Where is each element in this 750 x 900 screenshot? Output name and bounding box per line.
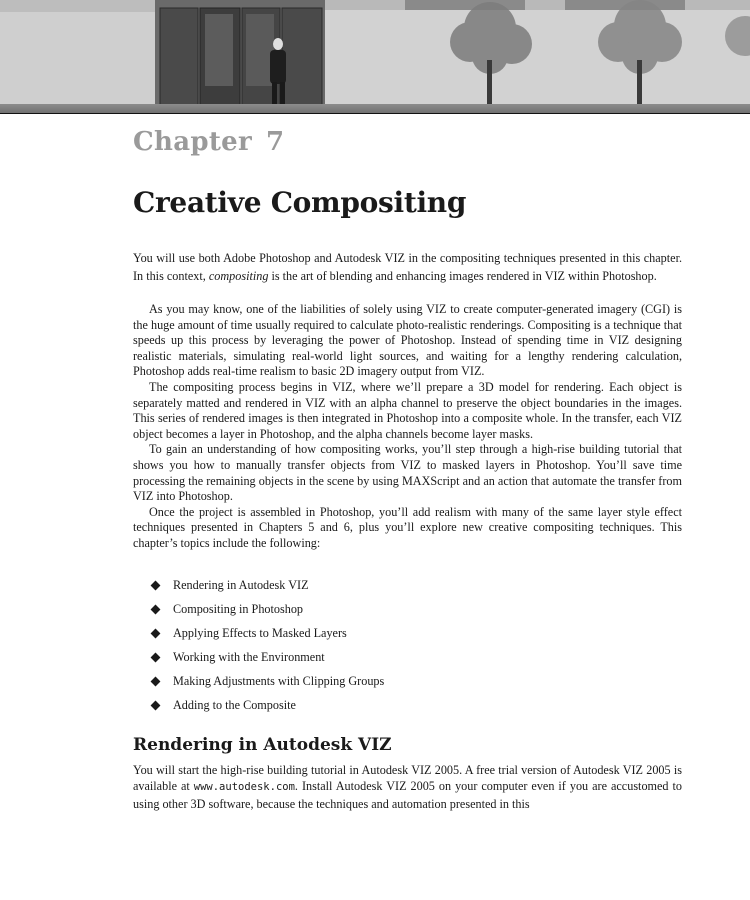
section-text-a: You will start the high-rise building tutorial in Autodesk VIZ 2005. A free trial version of Autodesk VIZ 2005 is available at <box>133 763 682 794</box>
intro-paragraph-3: The compositing process begins in VIZ, where we’ll prepare a 3D model for rendering. Each object is separately matted and rendered in VIZ with an alpha channel to preserve the object boundaries in the images. This series of rendered images is then integrated in Photoshop into a composite whole. In the transfer, each VIZ object becomes a layer in Photoshop, and the alpha channels become layer masks. <box>133 379 682 441</box>
chapter-label <box>133 127 284 157</box>
intro-paragraph-5: Once the project is assembled in Photoshop, you’ll add realism with many of the same layer style effect techniques presented in Chapters 5 and 6, plus you’ll explore new creative compositing techniques. This chapter’s topics include the following: <box>133 504 682 550</box>
list-item <box>150 649 384 673</box>
diamond-bullet-icon <box>151 629 161 639</box>
intro-paragraph-1 <box>133 249 682 285</box>
list-item <box>150 577 384 601</box>
intro-body <box>133 302 682 552</box>
section-paragraph <box>133 762 682 812</box>
topic-label: Working with the Environment <box>173 650 325 664</box>
chapter-word: Chapter <box>133 127 252 157</box>
banner-bottom-rule <box>0 113 750 114</box>
topic-label: Compositing in Photoshop <box>173 602 304 616</box>
list-item <box>150 625 384 649</box>
building-facade-illustration <box>0 0 750 114</box>
header-banner-photo <box>0 0 750 114</box>
intro-paragraph-2: As you may know, one of the liabilities of solely using VIZ to create computer-generated imagery (CGI) is the huge amount of time usually required to calculate photo-realistic renderings. Compositing is a technique that speeds up this process by leveraging the power of Photoshop. Instead of spending time in VIZ designing realistic materials, simulating real-world light sources, and waiting for a lengthy rendering calculation, Photoshop adds real-time realism to basic 2D imagery output from VIZ. <box>133 302 682 379</box>
intro-p1-text-a: You will use both Adobe Photoshop and Autodesk VIZ in the compositing techniques presented in this chapter. In this context, <box>133 251 682 284</box>
diamond-bullet-icon <box>151 653 161 663</box>
section-heading: Rendering in Autodesk VIZ <box>133 735 392 755</box>
list-item <box>150 601 384 625</box>
section-url: www.autodesk.com <box>193 781 295 794</box>
diamond-bullet-icon <box>151 605 161 615</box>
topics-list <box>150 577 384 721</box>
list-item <box>150 673 384 697</box>
diamond-bullet-icon <box>151 701 161 711</box>
list-item <box>150 697 384 721</box>
chapter-number: 7 <box>265 127 285 157</box>
chapter-title: Creative Compositing <box>133 186 467 219</box>
intro-p1-emphasis: compositing <box>208 269 269 284</box>
topic-label: Making Adjustments with Clipping Groups <box>173 674 385 688</box>
topic-label: Rendering in Autodesk VIZ <box>173 578 309 592</box>
diamond-bullet-icon <box>151 581 161 591</box>
intro-p1-text-b: is the art of blending and enhancing images rendered in VIZ within Photoshop. <box>268 269 657 284</box>
topic-label: Adding to the Composite <box>173 698 296 712</box>
section-text-b: . Install Autodesk VIZ 2005 on your computer even if you are accustomed to using other 3D software, because the techniques and automation presented in this <box>133 779 682 811</box>
topic-label: Applying Effects to Masked Layers <box>173 626 347 640</box>
diamond-bullet-icon <box>151 677 161 687</box>
intro-paragraph-4: To gain an understanding of how compositing works, you’ll step through a high-rise building tutorial that shows you how to manually transfer objects from VIZ to masked layers in Photoshop. You’ll save time processing the remaining objects in the scene by using MAXScript and an action that automate the transfer from VIZ into Photoshop. <box>133 442 682 504</box>
